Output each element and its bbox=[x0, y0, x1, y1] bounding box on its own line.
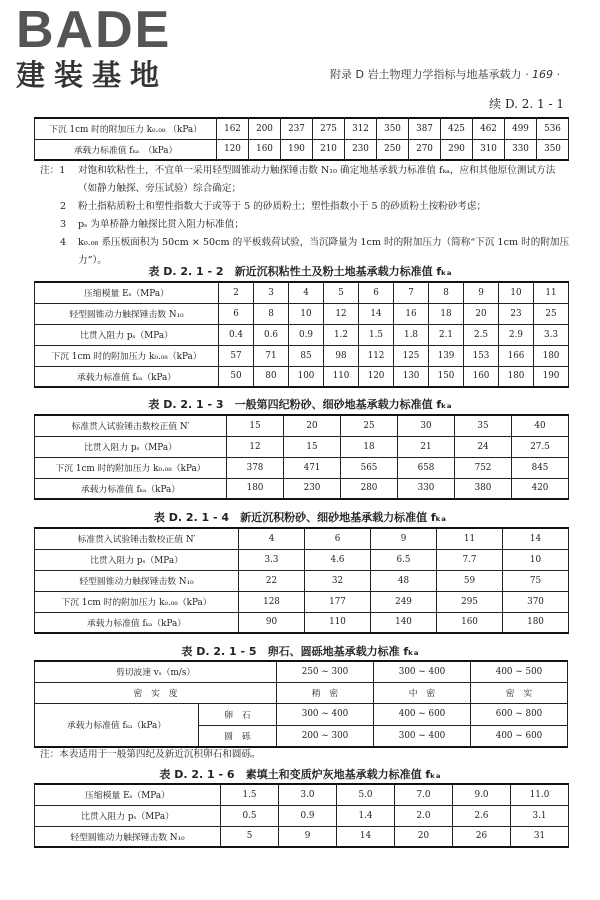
table-d215 bbox=[34, 660, 568, 748]
row-label: 轻型圆锥动力触探锤击数 N₁₀ bbox=[35, 303, 219, 324]
table-caption: 表 D. 2. 1 - 3 一般第四纪粉砂、细砂地基承载力标准值 fₖₐ bbox=[148, 398, 452, 411]
cell: 2.5 bbox=[464, 324, 499, 345]
cell: 10 bbox=[503, 549, 569, 570]
cell: 1.2 bbox=[324, 324, 359, 345]
cell: 8 bbox=[429, 282, 464, 303]
row-label: 压缩模量 Eₛ（MPa） bbox=[35, 784, 221, 805]
cell: 6 bbox=[305, 528, 371, 549]
cell: 378 bbox=[227, 457, 284, 478]
cell: 18 bbox=[341, 436, 398, 457]
cell: 48 bbox=[371, 570, 437, 591]
row-label: 承载力标准值 fₖₐ （kPa） bbox=[35, 139, 217, 160]
cell: 7 bbox=[394, 282, 429, 303]
cell: 21 bbox=[398, 436, 455, 457]
cell: 536 bbox=[537, 118, 569, 139]
cell: 600 ~ 800 bbox=[471, 703, 568, 725]
cell: 350 bbox=[537, 139, 569, 160]
cell: 350 bbox=[377, 118, 409, 139]
cell: 128 bbox=[239, 591, 305, 612]
table-row bbox=[35, 118, 569, 139]
cell: 11 bbox=[534, 282, 569, 303]
cell: 2.0 bbox=[395, 805, 453, 826]
row-label: 比贯入阻力 pₛ（MPa） bbox=[35, 805, 221, 826]
table-row bbox=[35, 478, 569, 499]
cell: 71 bbox=[254, 345, 289, 366]
row-label: 比贯入阻力 pₛ（MPa） bbox=[35, 549, 239, 570]
cell: 9 bbox=[279, 826, 337, 847]
cell: 8 bbox=[254, 303, 289, 324]
table-caption: 表 D. 2. 1 - 5 卵石、圆砾地基承载力标准 fₖₐ bbox=[181, 645, 419, 658]
cell: 2.9 bbox=[499, 324, 534, 345]
note-label bbox=[40, 162, 78, 198]
cell: 9.0 bbox=[453, 784, 511, 805]
cell: 112 bbox=[359, 345, 394, 366]
cell: 312 bbox=[345, 118, 377, 139]
running-head-title: 附录 D 岩土物理力学指标与地基承载力 bbox=[330, 68, 522, 81]
cell: 90 bbox=[239, 612, 305, 633]
cell: 1.5 bbox=[221, 784, 279, 805]
cell: 471 bbox=[284, 457, 341, 478]
cell: 330 bbox=[398, 478, 455, 499]
table-row bbox=[35, 457, 569, 478]
cell: 11 bbox=[437, 528, 503, 549]
cell: 9 bbox=[464, 282, 499, 303]
cell: 40 bbox=[512, 415, 569, 436]
row-sublabel: 卵 石 bbox=[199, 703, 277, 725]
cell: 25 bbox=[534, 303, 569, 324]
note-number: 1 bbox=[59, 165, 66, 176]
cell: 15 bbox=[284, 436, 341, 457]
cell: 5 bbox=[324, 282, 359, 303]
table-d216 bbox=[34, 783, 569, 848]
cell: 32 bbox=[305, 570, 371, 591]
cell: 210 bbox=[313, 139, 345, 160]
cell: 0.4 bbox=[219, 324, 254, 345]
cell: 2.1 bbox=[429, 324, 464, 345]
cell: 20 bbox=[464, 303, 499, 324]
cell: 7.7 bbox=[437, 549, 503, 570]
cell: 1.5 bbox=[359, 324, 394, 345]
cell: 7.0 bbox=[395, 784, 453, 805]
table-caption: 表 D. 2. 1 - 4 新近沉积粉砂、细砂地基承载力标准值 fₖₐ bbox=[153, 511, 447, 524]
table-row bbox=[35, 139, 569, 160]
table-row bbox=[35, 303, 569, 324]
row-label: 承载力标准值 fₖₐ（kPa） bbox=[35, 703, 199, 747]
cell: 稍 密 bbox=[277, 682, 374, 703]
cell: 110 bbox=[305, 612, 371, 633]
table-row bbox=[35, 345, 569, 366]
table-row bbox=[35, 549, 569, 570]
cell: 25 bbox=[341, 415, 398, 436]
row-label: 比贯入阻力 pₛ（MPa） bbox=[35, 436, 227, 457]
cell: 10 bbox=[289, 303, 324, 324]
cell: 30 bbox=[398, 415, 455, 436]
table-row bbox=[35, 805, 569, 826]
cell: 15 bbox=[227, 415, 284, 436]
cell: 57 bbox=[219, 345, 254, 366]
cell: 230 bbox=[284, 478, 341, 499]
cell: 6 bbox=[359, 282, 394, 303]
table-row bbox=[35, 682, 568, 703]
cell: 300 ~ 400 bbox=[277, 703, 374, 725]
row-label: 标准贯入试验锤击数校正值 N′ bbox=[35, 415, 227, 436]
cell: 370 bbox=[503, 591, 569, 612]
cell: 250 ~ 300 bbox=[277, 661, 374, 682]
table-row bbox=[35, 826, 569, 847]
cell: 85 bbox=[289, 345, 324, 366]
logo-wordmark: BADE bbox=[16, 1, 172, 59]
cell: 462 bbox=[473, 118, 505, 139]
cell: 10 bbox=[499, 282, 534, 303]
row-label: 承载力标准值 fₖₐ（kPa） bbox=[35, 366, 219, 387]
logo-subtitle: 建装基地 bbox=[16, 58, 169, 92]
note-text: 对饱和软粘性土，不宜单一采用轻型圆锥动力触探锤击数 N₁₀ 确定地基承载力标准值 fₖₐ，应和其他原位测试方法（如静力触探、旁压试验）综合确定； bbox=[78, 165, 556, 194]
cell: 180 bbox=[227, 478, 284, 499]
note-number: 3 bbox=[60, 219, 67, 230]
cell: 230 bbox=[345, 139, 377, 160]
cell: 6.5 bbox=[371, 549, 437, 570]
note-text: pₛ 为单桥静力触探比贯入阻力标准值； bbox=[78, 219, 244, 230]
cell: 5 bbox=[221, 826, 279, 847]
row-label: 轻型圆锥动力触探锤击数 N₁₀ bbox=[35, 570, 239, 591]
note-text: k₀.₀₈ 系压板面积为 50cm × 50cm 的平板载荷试验，当沉降量为 1cm 时的附加压力（简称“下沉 1cm 时的附加压力”）。 bbox=[78, 237, 570, 266]
table-row bbox=[35, 282, 569, 303]
table-caption: 表 D. 2. 1 - 2 新近沉积粘性土及粉土地基承载力标准值 fₖₐ bbox=[148, 265, 452, 278]
cell: 140 bbox=[371, 612, 437, 633]
cell: 200 ~ 300 bbox=[277, 725, 374, 747]
cell: 6 bbox=[219, 303, 254, 324]
note-number: 4 bbox=[60, 237, 67, 248]
cell: 387 bbox=[409, 118, 441, 139]
table-row bbox=[35, 703, 568, 725]
cell: 166 bbox=[499, 345, 534, 366]
cell: 400 ~ 500 bbox=[471, 661, 568, 682]
cell: 400 ~ 600 bbox=[374, 703, 471, 725]
cell: 2.6 bbox=[453, 805, 511, 826]
row-label: 压缩模量 Eₛ（MPa） bbox=[35, 282, 219, 303]
cell: 425 bbox=[441, 118, 473, 139]
note-item bbox=[60, 216, 572, 234]
cell: 3 bbox=[254, 282, 289, 303]
cell: 4.6 bbox=[305, 549, 371, 570]
row-label: 承载力标准值 fₖₐ（kPa） bbox=[35, 612, 239, 633]
cell: 5.0 bbox=[337, 784, 395, 805]
row-label: 下沉 1cm 时的附加压力 k₀.₀₈（kPa） bbox=[35, 457, 227, 478]
cell: 280 bbox=[341, 478, 398, 499]
cell: 31 bbox=[511, 826, 569, 847]
note-prefix: 注： bbox=[40, 165, 60, 176]
cell: 2 bbox=[219, 282, 254, 303]
cell: 125 bbox=[394, 345, 429, 366]
cell: 16 bbox=[394, 303, 429, 324]
cell: 35 bbox=[455, 415, 512, 436]
cell: 22 bbox=[239, 570, 305, 591]
row-label: 轻型圆锥动力触探锤击数 N₁₀ bbox=[35, 826, 221, 847]
cell: 180 bbox=[534, 345, 569, 366]
cell: 120 bbox=[217, 139, 249, 160]
cell: 12 bbox=[227, 436, 284, 457]
cell: 20 bbox=[395, 826, 453, 847]
row-sublabel: 圆 砾 bbox=[199, 725, 277, 747]
cell: 3.3 bbox=[534, 324, 569, 345]
cell: 180 bbox=[499, 366, 534, 387]
cell: 100 bbox=[289, 366, 324, 387]
cell: 中 密 bbox=[374, 682, 471, 703]
page-number: · 169 · bbox=[524, 68, 560, 81]
cell: 0.9 bbox=[289, 324, 324, 345]
cell: 20 bbox=[284, 415, 341, 436]
cell: 0.9 bbox=[279, 805, 337, 826]
cell: 80 bbox=[254, 366, 289, 387]
cell: 162 bbox=[217, 118, 249, 139]
row-label: 标准贯入试验锤击数校正值 N′ bbox=[35, 528, 239, 549]
cell: 290 bbox=[441, 139, 473, 160]
cell: 752 bbox=[455, 457, 512, 478]
cell: 24 bbox=[455, 436, 512, 457]
cell: 4 bbox=[289, 282, 324, 303]
cell: 0.5 bbox=[221, 805, 279, 826]
cell: 420 bbox=[512, 478, 569, 499]
cell: 11.0 bbox=[511, 784, 569, 805]
table-caption: 表 D. 2. 1 - 6 素填土和变质炉灰地基承载力标准值 fₖₐ bbox=[159, 768, 441, 781]
cell: 565 bbox=[341, 457, 398, 478]
cell: 190 bbox=[281, 139, 313, 160]
cell: 14 bbox=[359, 303, 394, 324]
table-note: 注：本表适用于一般第四纪及新近沉积卵石和圆砾。 bbox=[40, 749, 261, 760]
cell: 310 bbox=[473, 139, 505, 160]
cell: 120 bbox=[359, 366, 394, 387]
cell: 249 bbox=[371, 591, 437, 612]
note-text: 粉土指粘质粉土和塑性指数大于或等于 5 的砂质粉土；塑性指数小于 5 的砂质粉土按粉砂考虑； bbox=[78, 201, 487, 212]
logo bbox=[16, 1, 172, 92]
cell: 12 bbox=[324, 303, 359, 324]
table-row bbox=[35, 324, 569, 345]
cell: 200 bbox=[249, 118, 281, 139]
cell: 3.1 bbox=[511, 805, 569, 826]
cell: 190 bbox=[534, 366, 569, 387]
cell: 26 bbox=[453, 826, 511, 847]
cell: 9 bbox=[371, 528, 437, 549]
cell: 27.5 bbox=[512, 436, 569, 457]
cell: 295 bbox=[437, 591, 503, 612]
table-row bbox=[35, 436, 569, 457]
cell: 300 ~ 400 bbox=[374, 725, 471, 747]
table-d212 bbox=[34, 281, 569, 388]
cell: 3.0 bbox=[279, 784, 337, 805]
cell: 400 ~ 600 bbox=[471, 725, 568, 747]
notes-block bbox=[40, 162, 572, 270]
row-label: 比贯入阻力 pₛ（MPa） bbox=[35, 324, 219, 345]
cell: 180 bbox=[503, 612, 569, 633]
table-row bbox=[35, 415, 569, 436]
cell: 1.4 bbox=[337, 805, 395, 826]
table-row bbox=[35, 661, 568, 682]
cell: 3.3 bbox=[239, 549, 305, 570]
row-label: 承载力标准值 fₖₐ（kPa） bbox=[35, 478, 227, 499]
cell: 14 bbox=[503, 528, 569, 549]
continued-label: 续 D. 2. 1 - 1 bbox=[489, 97, 564, 111]
cell: 250 bbox=[377, 139, 409, 160]
cell: 499 bbox=[505, 118, 537, 139]
table-row bbox=[35, 570, 569, 591]
cell: 275 bbox=[313, 118, 345, 139]
table-row bbox=[35, 591, 569, 612]
table-d211-continued bbox=[34, 117, 569, 161]
cell: 18 bbox=[429, 303, 464, 324]
cell: 177 bbox=[305, 591, 371, 612]
cell: 160 bbox=[249, 139, 281, 160]
row-label: 下沉 1cm 时的附加压力 k₀.₀₈（kPa） bbox=[35, 345, 219, 366]
cell: 110 bbox=[324, 366, 359, 387]
cell: 160 bbox=[464, 366, 499, 387]
cell: 658 bbox=[398, 457, 455, 478]
cell: 380 bbox=[455, 478, 512, 499]
note-number: 2 bbox=[60, 201, 67, 212]
table-d213 bbox=[34, 414, 569, 500]
table-row bbox=[35, 784, 569, 805]
cell: 150 bbox=[429, 366, 464, 387]
cell: 1.8 bbox=[394, 324, 429, 345]
cell: 130 bbox=[394, 366, 429, 387]
note-item bbox=[60, 198, 572, 216]
row-label: 密 实 度 bbox=[35, 682, 277, 703]
cell: 237 bbox=[281, 118, 313, 139]
row-label: 下沉 1cm 时的附加压力 k₀.₀₈ （kPa） bbox=[35, 118, 217, 139]
cell: 300 ~ 400 bbox=[374, 661, 471, 682]
row-label: 剪切波速 vₛ（m/s） bbox=[35, 661, 277, 682]
cell: 50 bbox=[219, 366, 254, 387]
row-label: 下沉 1cm 时的附加压力 k₀.₀₈（kPa） bbox=[35, 591, 239, 612]
cell: 845 bbox=[512, 457, 569, 478]
note-item bbox=[40, 162, 572, 198]
cell: 0.6 bbox=[254, 324, 289, 345]
cell: 59 bbox=[437, 570, 503, 591]
table-row bbox=[35, 366, 569, 387]
cell: 密 实 bbox=[471, 682, 568, 703]
cell: 98 bbox=[324, 345, 359, 366]
cell: 270 bbox=[409, 139, 441, 160]
cell: 14 bbox=[337, 826, 395, 847]
cell: 330 bbox=[505, 139, 537, 160]
table-row bbox=[35, 612, 569, 633]
cell: 75 bbox=[503, 570, 569, 591]
cell: 23 bbox=[499, 303, 534, 324]
cell: 160 bbox=[437, 612, 503, 633]
cell: 4 bbox=[239, 528, 305, 549]
table-row bbox=[35, 528, 569, 549]
cell: 153 bbox=[464, 345, 499, 366]
cell: 139 bbox=[429, 345, 464, 366]
table-d214 bbox=[34, 527, 569, 634]
running-head bbox=[330, 66, 560, 82]
